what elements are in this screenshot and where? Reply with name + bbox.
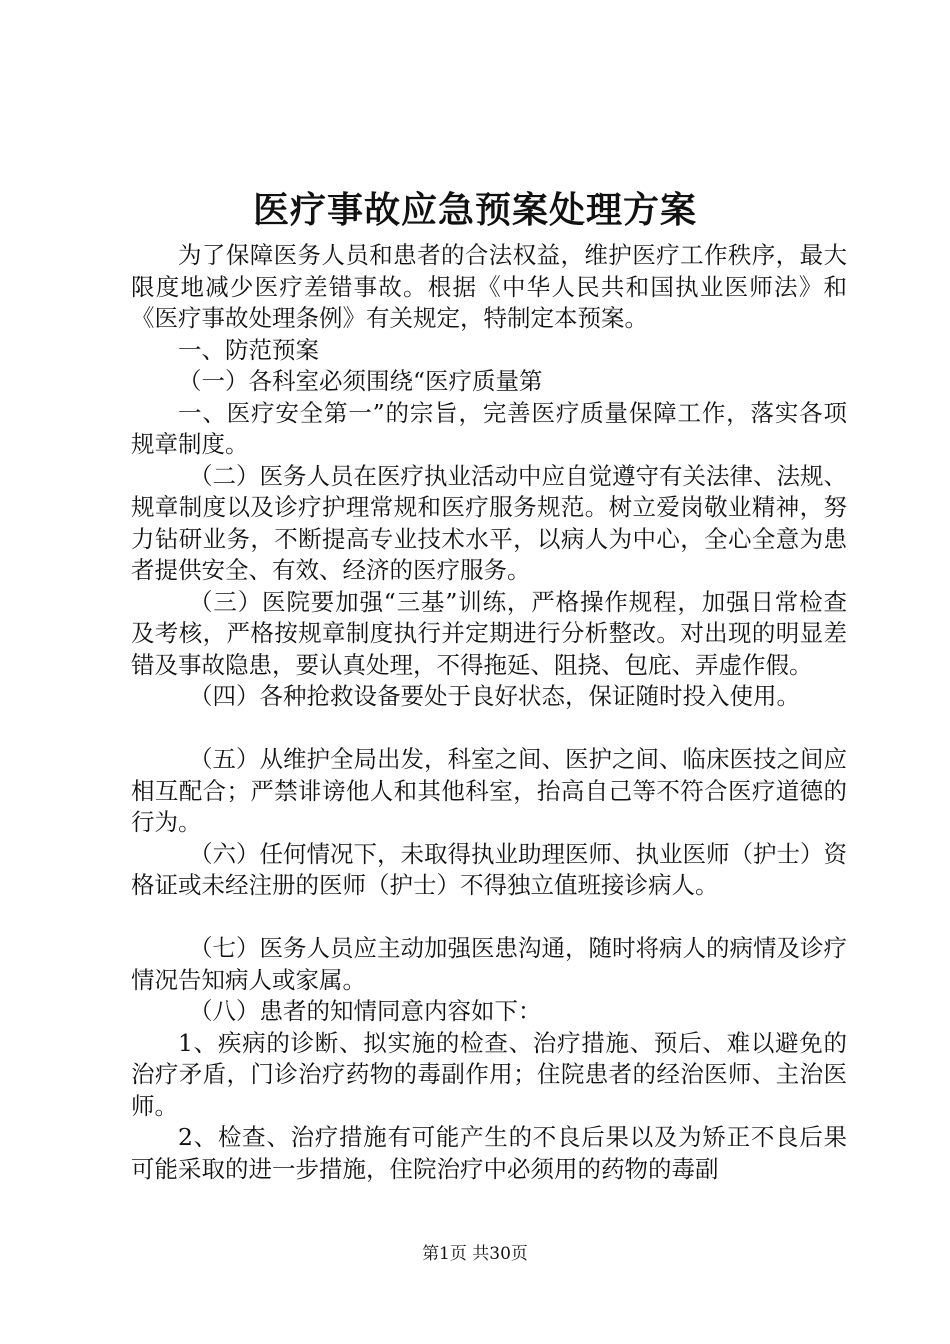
paragraph-item-7: （七）医务人员应主动加强医患沟通，随时将病人的病情及诊疗情况告知病人或家属。 <box>131 934 847 994</box>
section-heading-prevention: 一、防范预案 <box>178 335 319 364</box>
paragraph-item-1a: （一）各科室必须围绕“医疗质量第 <box>178 367 543 395</box>
paragraph-item-5: （五）从维护全局出发，科室之间、医护之间、临床医技之间应相互配合；严禁诽谤他人和其他科室，抬高自己等不符合医疗道德的行为。 <box>131 745 847 836</box>
paragraph-item-2: （二）医务人员在医疗执业活动中应自觉遵守有关法律、法规、规章制度以及诊疗护理常规和医疗服务规范。树立爱岗敬业精神，努力钻研业务，不断提高专业技术水平，以病人为中心，全心全意为患者提供安全、有效、经济的医疗服务。 <box>131 461 847 584</box>
paragraph-item-4: （四）各种抢救设备要处于良好状态，保证随时投入使用。 <box>189 682 800 710</box>
paragraph-intro: 为了保障医务人员和患者的合法权益，维护医疗工作秩序，最大限度地减少医疗差错事故。根据《中华人民共和国执业医师法》和《医疗事故处理条例》有关规定，特制定本预案。 <box>131 241 847 332</box>
paragraph-item-8: （八）患者的知情同意内容如下： <box>189 997 542 1025</box>
document-body <box>131 240 847 1185</box>
document-title: 医疗事故应急预案处理方案 <box>252 189 697 231</box>
paragraph-item-6: （六）任何情况下，未取得执业助理医师、执业医师（护士）资格证或未经注册的医师（护士）不得独立值班接诊病人。 <box>131 839 847 899</box>
paragraph-item-3: （三）医院要加强“三基”训练，严格操作规程，加强日常检查及考核，严格按规章制度执行并定期进行分析整改。对出现的明显差错及事故隐患，要认真处理，不得拖延、阻挠、包庇、弄虚作假。 <box>131 587 847 679</box>
page-number: 第1页 共30页 <box>422 1244 528 1264</box>
paragraph-subitem-1: 1、疾病的诊断、拟实施的检查、治疗措施、预后、难以避免的治疗矛盾，门诊治疗药物的毒副作用；住院患者的经治医师、主治医师。 <box>131 1028 847 1120</box>
paragraph-item-1b: 一、医疗安全第一”的宗旨，完善医疗质量保障工作，落实各项规章制度。 <box>131 398 847 458</box>
paragraph-subitem-2: 2、检查、治疗措施有可能产生的不良后果以及为矫正不良后果可能采取的进一步措施，住院治疗中必须用的药物的毒副 <box>131 1123 847 1183</box>
